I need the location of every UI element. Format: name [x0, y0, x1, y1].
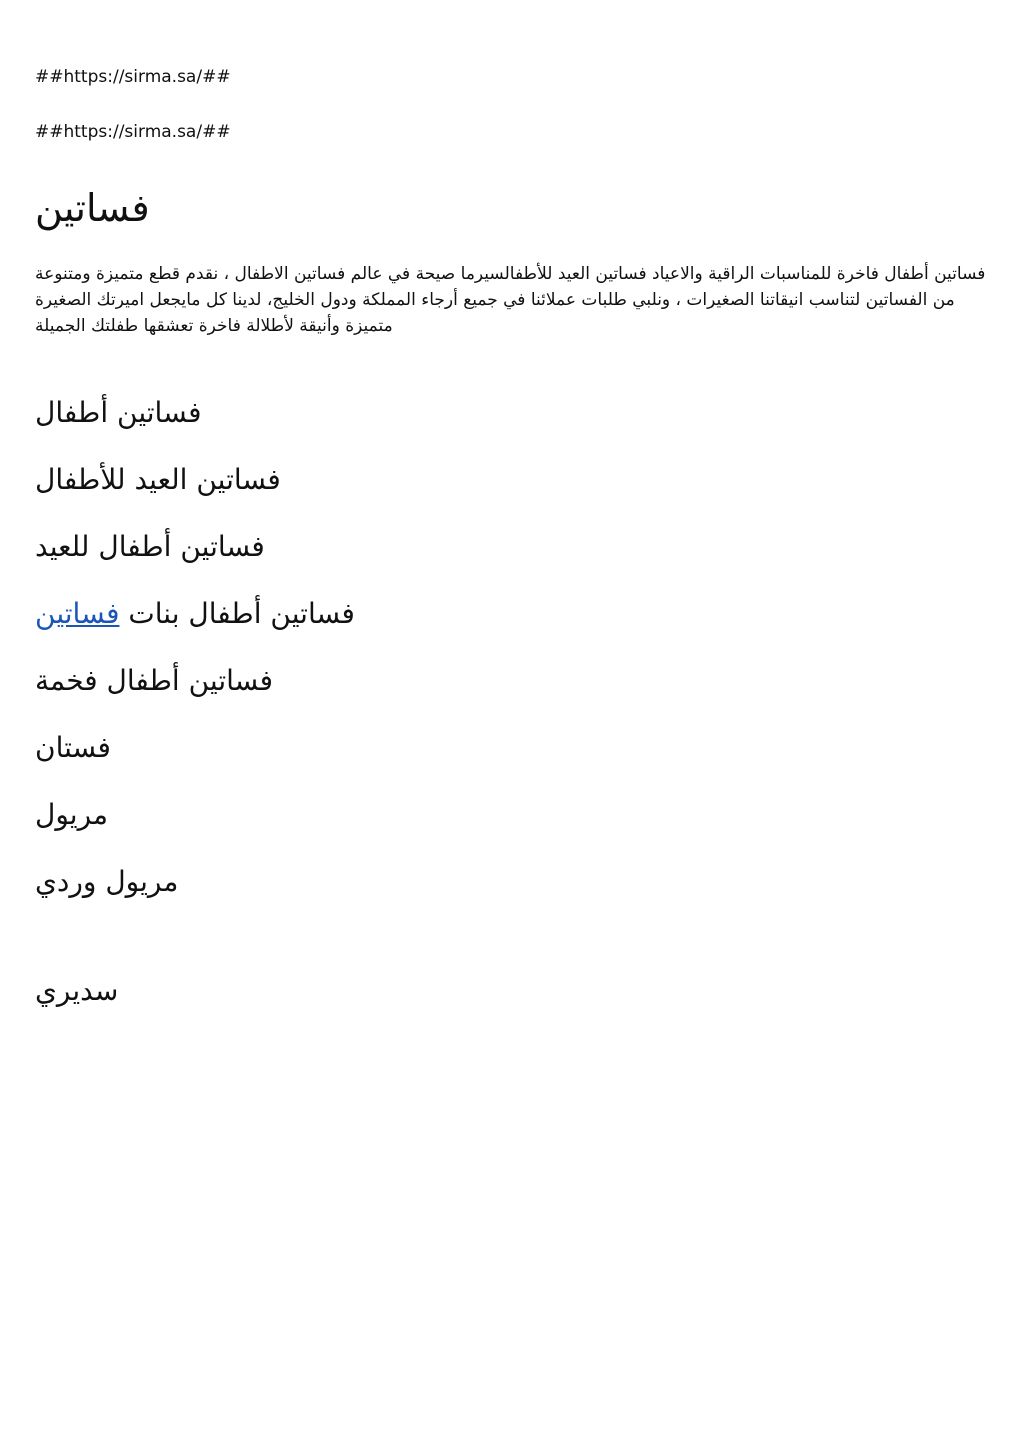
heading-eid-dresses-kids: فساتين العيد للأطفال: [35, 463, 281, 496]
heading-sideri: سديري: [35, 974, 119, 1007]
heading-girls-dresses-text: فساتين أطفال بنات: [128, 597, 355, 630]
page-title: فساتين: [35, 186, 150, 230]
url-line-1: ##https://sirma.sa/##: [35, 67, 231, 87]
heading-kids-dresses-eid: فساتين أطفال للعيد: [35, 530, 265, 563]
url-line-2: ##https://sirma.sa/##: [35, 122, 231, 142]
heading-kids-dresses: فساتين أطفال: [35, 396, 202, 429]
heading-luxury-kids-dresses: فساتين أطفال فخمة: [35, 664, 274, 697]
heading-pink-uniform: مريول وردي: [35, 865, 179, 898]
heading-uniform: مريول: [35, 798, 109, 831]
heading-girls-dresses: [35, 596, 355, 632]
intro-paragraph: فساتين أطفال فاخرة للمناسبات الراقية والاعياد فساتين العيد للأطفالسيرما صيحة في عالم فساتين الاطفال ، نقدم قطع متميزة ومتنوعة من الفساتين لتناسب انيقاتنا الصغيرات ، ونلبي طلبات عملائنا في جميع أرجاء المملكة ودول الخليج، لدينا كل مايجعل اميرتك الصغيرة متميزة وأنيقة لأطلالة فاخرة تعشقها طفلتك الجميلة: [35, 264, 986, 336]
dresses-link[interactable]: فساتين: [35, 597, 120, 630]
heading-dress: فستان: [35, 731, 111, 764]
